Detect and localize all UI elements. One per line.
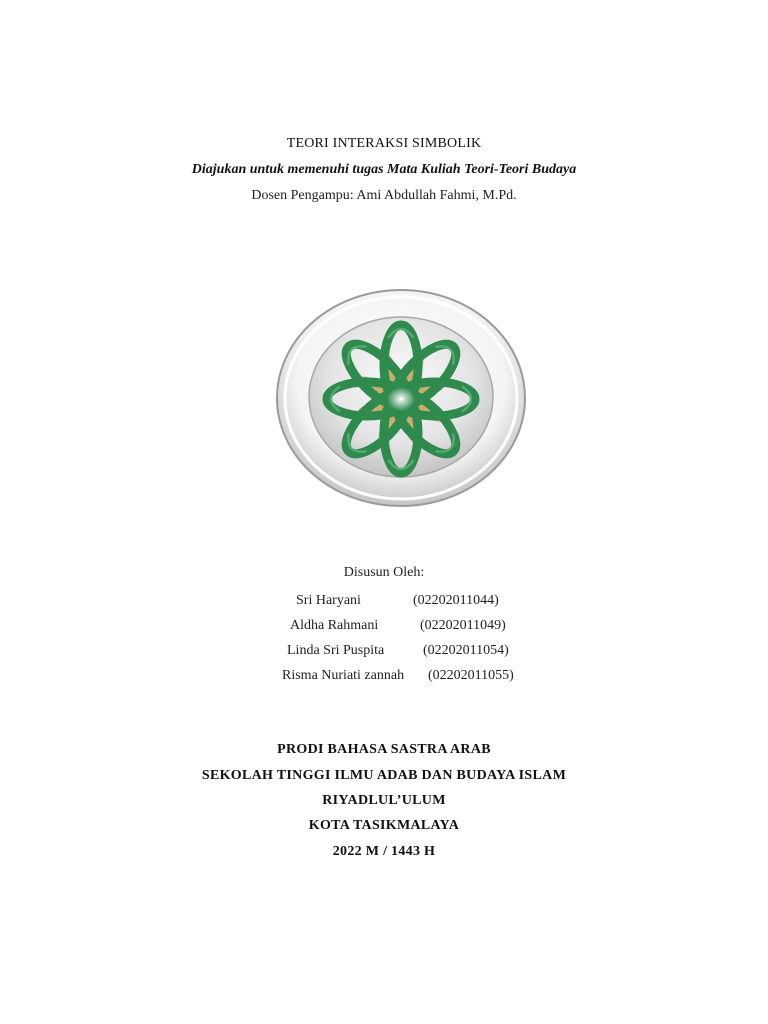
lecturer-line: Dosen Pengampu: Ami Abdullah Fahmi, M.Pd. (251, 188, 517, 203)
year-line: 2022 M / 1443 H (332, 844, 436, 859)
author-nim: (02202011054) (423, 643, 509, 658)
interlaced-star-emblem-icon (274, 287, 528, 509)
author-nim: (02202011049) (420, 618, 506, 633)
author-name: Linda Sri Puspita (287, 643, 385, 658)
compiled-by-heading: Disusun Oleh: (343, 565, 425, 580)
program-line: PRODI BAHASA SASTRA ARAB (277, 742, 491, 757)
document-title: TEORI INTERAKSI SIMBOLIK (286, 136, 482, 151)
author-name: Aldha Rahmani (290, 618, 379, 633)
author-name: Sri Haryani (296, 593, 361, 608)
school-line: SEKOLAH TINGGI ILMU ADAB DAN BUDAYA ISLAM (201, 768, 567, 783)
city-line: KOTA TASIKMALAYA (308, 818, 460, 833)
author-name: Risma Nuriati zannah (282, 668, 405, 683)
document-subtitle: Diajukan untuk memenuhi tugas Mata Kuliah Teori-Teori Budaya (191, 162, 577, 177)
author-nim: (02202011055) (428, 668, 514, 683)
author-nim: (02202011044) (413, 593, 499, 608)
school-name-line: RIYADLUL’ULUM (322, 793, 446, 808)
